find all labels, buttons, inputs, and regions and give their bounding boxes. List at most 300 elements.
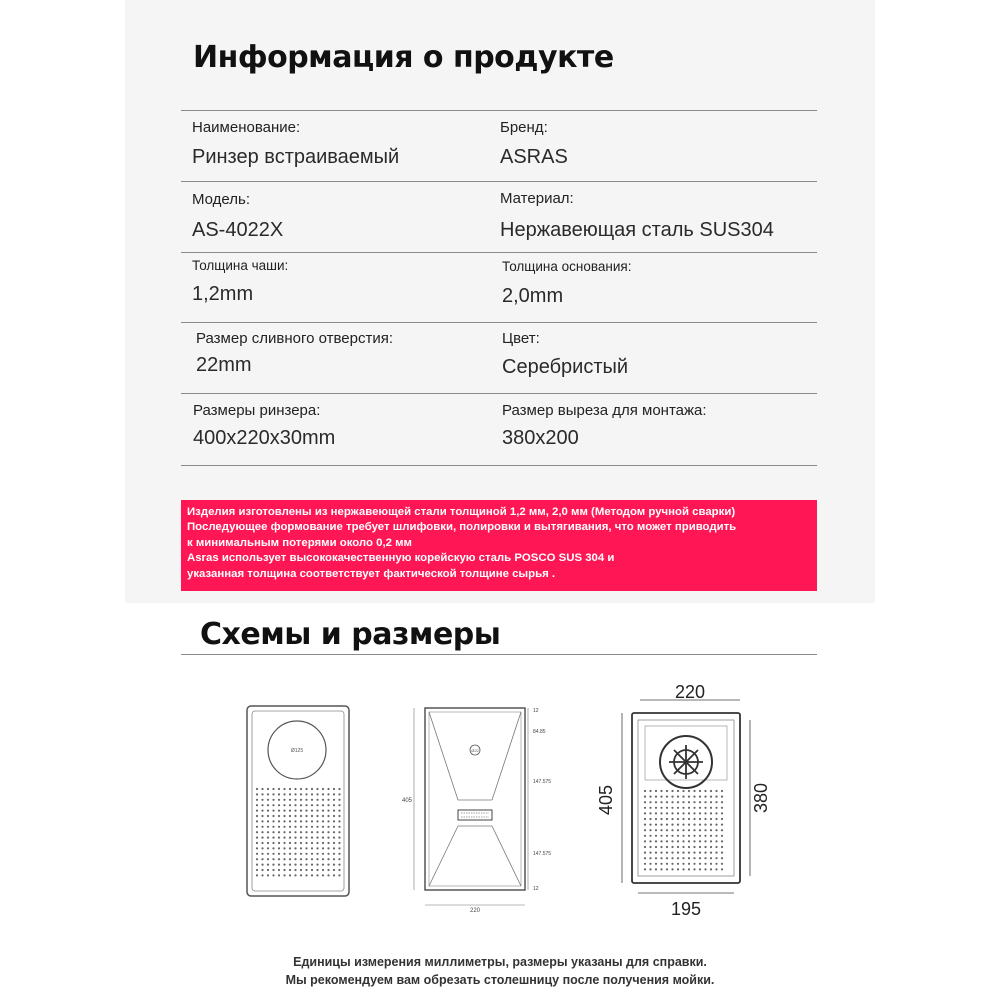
- drain-hole: [256, 793, 258, 795]
- drain-hole: [289, 820, 291, 822]
- drain-hole: [693, 824, 695, 826]
- drain-hole: [682, 840, 684, 842]
- drain-hole: [305, 804, 307, 806]
- drain-hole: [671, 868, 673, 870]
- drain-hole: [311, 793, 313, 795]
- drain-hole: [338, 788, 340, 790]
- slope-line: [492, 826, 521, 886]
- notice-line: Последующее формование требует шлифовки, полировки и вытягивания, что может приводить: [187, 521, 737, 534]
- drain-hole: [305, 853, 307, 855]
- drain-hole: [644, 852, 646, 854]
- drain-hole: [289, 810, 291, 812]
- drain-hole: [666, 857, 668, 859]
- drain-hole: [294, 864, 296, 866]
- drain-hole: [649, 852, 651, 854]
- drain-hole: [316, 842, 318, 844]
- bottom-dim-label: 195: [670, 899, 702, 919]
- drain-hole: [267, 815, 269, 817]
- drain-hole: [699, 812, 701, 814]
- drain-hole: [294, 788, 296, 790]
- drain-hole: [699, 801, 701, 803]
- drain-hole: [278, 831, 280, 833]
- drain-hole: [715, 790, 717, 792]
- drain-hole: [305, 793, 307, 795]
- left-dim-label: 405: [596, 784, 616, 816]
- drain-hole: [272, 826, 274, 828]
- drain-hole: [316, 820, 318, 822]
- drain-hole: [272, 853, 274, 855]
- top-dim-label: 220: [674, 682, 706, 702]
- drain-hole: [677, 818, 679, 820]
- drain-hole: [721, 863, 723, 865]
- drain-hole: [289, 842, 291, 844]
- drain-hole: [327, 793, 329, 795]
- drain-hole: [272, 815, 274, 817]
- drain-hole: [649, 840, 651, 842]
- drain-hole: [322, 826, 324, 828]
- drain-hole: [710, 840, 712, 842]
- drain-hole: [283, 837, 285, 839]
- drain-hole: [704, 824, 706, 826]
- drain-hole: [316, 788, 318, 790]
- rinser-cutout-diagram: [595, 678, 785, 923]
- drain-hole: [715, 857, 717, 859]
- drain-hole: [283, 815, 285, 817]
- drain-hole: [682, 796, 684, 798]
- drain-hole: [300, 842, 302, 844]
- drain-hole: [677, 812, 679, 814]
- rinser-outline: [247, 706, 349, 896]
- drain-hole: [682, 852, 684, 854]
- drain-hole: [693, 863, 695, 865]
- drain-hole: [316, 831, 318, 833]
- drain-hole: [322, 810, 324, 812]
- drain-hole: [294, 847, 296, 849]
- drain-hole: [267, 869, 269, 871]
- drain-hole: [300, 869, 302, 871]
- drain-hole: [305, 847, 307, 849]
- drain-hole: [267, 853, 269, 855]
- diagrams-title: Схемы и размеры: [200, 617, 501, 652]
- drain-hole: [327, 837, 329, 839]
- drain-hole: [333, 858, 335, 860]
- drain-hole: [327, 842, 329, 844]
- drain-hole: [660, 857, 662, 859]
- drain-hole: [710, 812, 712, 814]
- drain-hole: [261, 815, 263, 817]
- drain-hole: [278, 810, 280, 812]
- drain-hole: [677, 852, 679, 854]
- drain-hole: [649, 846, 651, 848]
- drain-hole: [715, 852, 717, 854]
- drain-hole: [649, 818, 651, 820]
- drain-hole: [660, 840, 662, 842]
- drain-hole: [311, 869, 313, 871]
- drain-hole: [710, 857, 712, 859]
- drain-hole: [283, 799, 285, 801]
- drain-hole: [338, 864, 340, 866]
- drain-hole: [283, 847, 285, 849]
- drain-hole: [710, 818, 712, 820]
- drain-hole: [261, 842, 263, 844]
- drain-hole: [671, 801, 673, 803]
- drain-hole: [660, 790, 662, 792]
- drain-hole: [682, 863, 684, 865]
- drain-hole: [721, 824, 723, 826]
- drain-hole: [272, 799, 274, 801]
- drain-hole: [671, 852, 673, 854]
- drain-hole: [660, 818, 662, 820]
- drain-hole: [660, 868, 662, 870]
- drain-hole: [649, 868, 651, 870]
- drain-hole: [278, 815, 280, 817]
- drain-hole: [682, 818, 684, 820]
- drain-hole: [721, 829, 723, 831]
- drain-hole: [671, 840, 673, 842]
- drain-hole: [666, 807, 668, 809]
- drain-hole: [289, 788, 291, 790]
- slope-line: [429, 826, 458, 886]
- drain-hole: [300, 864, 302, 866]
- spec-divider: [181, 465, 817, 466]
- drain-hole: [666, 796, 668, 798]
- drain-hole: [261, 793, 263, 795]
- drain-hole: [283, 842, 285, 844]
- drain-hole: [688, 846, 690, 848]
- drain-hole: [338, 826, 340, 828]
- drain-hole: [316, 804, 318, 806]
- drain-hole: [261, 804, 263, 806]
- drain-hole: [721, 857, 723, 859]
- drain-hole: [699, 863, 701, 865]
- drain-hole: [671, 824, 673, 826]
- drain-hole: [267, 842, 269, 844]
- drain-hole: [655, 801, 657, 803]
- drain-hole: [693, 840, 695, 842]
- spec-label-drain-size: Размер сливного отверстия:: [196, 330, 394, 347]
- drain-hole: [278, 847, 280, 849]
- drain-hole: [715, 863, 717, 865]
- drain-hole: [327, 831, 329, 833]
- drain-hole: [261, 799, 263, 801]
- drain-hole: [289, 815, 291, 817]
- drain-hole: [682, 835, 684, 837]
- drain-hole: [267, 788, 269, 790]
- drain-hole: [294, 853, 296, 855]
- notice-line: Изделия изготовлены из нержавеющей стали толщиной 1,2 мм, 2,0 мм (Методом ручной сварки): [187, 506, 736, 518]
- drain-hole: [267, 831, 269, 833]
- drain-hole: [300, 853, 302, 855]
- drain-hole: [278, 858, 280, 860]
- drain-hole: [715, 829, 717, 831]
- drain-hole: [256, 858, 258, 860]
- drain-hole: [300, 804, 302, 806]
- drain-grill: [458, 810, 492, 820]
- drain-hole: [316, 858, 318, 860]
- drain-hole: [649, 824, 651, 826]
- drain-hole: [278, 842, 280, 844]
- drain-hole: [283, 853, 285, 855]
- drain-hole: [688, 863, 690, 865]
- drain-hole: [644, 840, 646, 842]
- drain-hole: [322, 874, 324, 876]
- drain-hole: [294, 869, 296, 871]
- drain-hole: [311, 815, 313, 817]
- drain-hole: [327, 815, 329, 817]
- spec-label-brand: Бренд:: [500, 119, 548, 136]
- drain-hole: [294, 810, 296, 812]
- drain-hole: [655, 807, 657, 809]
- drain-hole: [644, 818, 646, 820]
- drain-hole: [666, 868, 668, 870]
- drain-hole: [300, 799, 302, 801]
- drain-hole: [316, 853, 318, 855]
- drain-hole: [682, 824, 684, 826]
- drain-hole: [721, 807, 723, 809]
- drain-hole: [644, 807, 646, 809]
- drain-hole: [649, 796, 651, 798]
- spec-value-name: Ринзер встраиваемый: [192, 146, 400, 168]
- drain-hole: [721, 835, 723, 837]
- drain-hole: [256, 874, 258, 876]
- drain-hole: [267, 874, 269, 876]
- drain-hole: [283, 858, 285, 860]
- drain-hole: [256, 842, 258, 844]
- drain-hole: [699, 818, 701, 820]
- segment-dim-label: 12: [533, 886, 539, 892]
- spec-divider: [181, 252, 817, 253]
- spec-value-model: AS-4022X: [192, 219, 284, 241]
- drain-hole: [660, 852, 662, 854]
- drain-hole: [688, 852, 690, 854]
- drain-hole: [704, 801, 706, 803]
- drain-hole: [283, 869, 285, 871]
- drain-hole: [693, 835, 695, 837]
- drain-hole: [267, 820, 269, 822]
- drain-hole: [338, 831, 340, 833]
- drain-hole: [294, 799, 296, 801]
- drain-hole: [316, 826, 318, 828]
- drain-hole: [289, 831, 291, 833]
- spec-label-base-thickness: Толщина основания:: [502, 259, 632, 274]
- drain-hole: [677, 796, 679, 798]
- cutout-outline: [632, 713, 740, 883]
- drain-hole: [677, 824, 679, 826]
- drain-hole: [256, 788, 258, 790]
- drain-hole: [338, 847, 340, 849]
- drain-hole: [666, 829, 668, 831]
- drain-hole: [677, 857, 679, 859]
- drain-hole: [699, 840, 701, 842]
- drain-hole: [693, 852, 695, 854]
- drain-hole: [671, 807, 673, 809]
- drain-hole: [305, 815, 307, 817]
- drain-hole: [283, 810, 285, 812]
- drain-hole: [327, 864, 329, 866]
- drain-hole: [294, 793, 296, 795]
- drain-holes-grid: [256, 788, 341, 877]
- drain-hole: [311, 842, 313, 844]
- drain-hole: [710, 863, 712, 865]
- drain-hole: [688, 807, 690, 809]
- drain-hole: [715, 868, 717, 870]
- drain-hole: [311, 799, 313, 801]
- drain-hole: [660, 796, 662, 798]
- spec-value-material: Нержавеющая сталь SUS304: [500, 219, 774, 241]
- drain-hole: [333, 815, 335, 817]
- drain-hole: [649, 829, 651, 831]
- drain-hole: [261, 853, 263, 855]
- drain-hole: [272, 858, 274, 860]
- drain-hole: [704, 812, 706, 814]
- drain-hole: [655, 812, 657, 814]
- drain-hole: [300, 826, 302, 828]
- drain-hole: [316, 874, 318, 876]
- drain-hole: [333, 847, 335, 849]
- notice-line: указанная толщина соответствует фактической толщине сырья .: [187, 567, 556, 580]
- drain-hole: [322, 853, 324, 855]
- drain-hole: [333, 788, 335, 790]
- spec-value-base-thickness: 2,0mm: [502, 285, 564, 307]
- drain-hole: [710, 868, 712, 870]
- drain-hole: [294, 820, 296, 822]
- drain-hole: [278, 853, 280, 855]
- drain-hole: [300, 858, 302, 860]
- drain-hole: [333, 853, 335, 855]
- drain-hole: [283, 826, 285, 828]
- drain-hole: [333, 820, 335, 822]
- drain-hole: [644, 812, 646, 814]
- drain-hole: [300, 810, 302, 812]
- drain-hole: [322, 869, 324, 871]
- rinser-top-view-diagram: [240, 700, 356, 900]
- drain-hole: [688, 835, 690, 837]
- drain-hole: [333, 869, 335, 871]
- drain-hole: [671, 829, 673, 831]
- drain-hole: [289, 864, 291, 866]
- drain-hole: [688, 796, 690, 798]
- drain-hole: [704, 796, 706, 798]
- drain-hole: [715, 807, 717, 809]
- drain-hole: [311, 853, 313, 855]
- drain-hole: [688, 812, 690, 814]
- drain-hole: [322, 837, 324, 839]
- drain-hole: [289, 847, 291, 849]
- drain-hole: [666, 818, 668, 820]
- drain-hole: [305, 799, 307, 801]
- drain-hole: [677, 807, 679, 809]
- rinser-inner-outline: [252, 711, 344, 891]
- drain-hole: [655, 796, 657, 798]
- drain-hole: [710, 852, 712, 854]
- spec-label-name: Наименование:: [192, 119, 301, 136]
- drain-hole: [272, 820, 274, 822]
- drain-hole: [338, 858, 340, 860]
- drain-hole: [704, 818, 706, 820]
- segment-dim-label: 147.575: [533, 851, 552, 857]
- spec-divider: [181, 393, 817, 394]
- drain-hole: [278, 793, 280, 795]
- drain-hole: [333, 874, 335, 876]
- drain-hole: [327, 874, 329, 876]
- notice-line: Asras использует высококачественную корейскую сталь POSCO SUS 304 и: [187, 552, 615, 565]
- drain-hole: [316, 869, 318, 871]
- drain-hole: [267, 810, 269, 812]
- drain-hole: [305, 869, 307, 871]
- drain-hole: [671, 857, 673, 859]
- notice-line: к минимальным потерями около 0,2 мм: [187, 536, 412, 549]
- drain-hole: [338, 810, 340, 812]
- drain-diameter-label: Ø22: [471, 748, 479, 753]
- drain-hole: [721, 812, 723, 814]
- drain-hole: [311, 804, 313, 806]
- drain-hole: [305, 820, 307, 822]
- drain-hole: [644, 835, 646, 837]
- drain-hole: [704, 863, 706, 865]
- drain-hole: [710, 796, 712, 798]
- drain-hole: [688, 857, 690, 859]
- drain-hole: [333, 793, 335, 795]
- drain-hole: [338, 869, 340, 871]
- drain-hole: [311, 874, 313, 876]
- drain-hole: [682, 790, 684, 792]
- segment-dim-label: 12: [533, 708, 539, 714]
- diagrams-divider: [181, 654, 817, 655]
- drain-hole: [704, 868, 706, 870]
- drain-hole: [322, 799, 324, 801]
- drain-hole: [715, 796, 717, 798]
- drain-hole: [289, 837, 291, 839]
- material-notice-banner: [181, 500, 817, 591]
- drain-hole: [677, 835, 679, 837]
- drain-hole: [322, 858, 324, 860]
- drain-hole: [294, 804, 296, 806]
- spec-divider: [181, 322, 817, 323]
- drain-hole: [704, 829, 706, 831]
- drain-hole: [660, 807, 662, 809]
- drain-hole: [311, 864, 313, 866]
- drain-hole: [704, 846, 706, 848]
- drain-hole: [261, 864, 263, 866]
- drain-hole: [333, 799, 335, 801]
- segment-dim-label: 84.85: [533, 729, 546, 735]
- drain-hole: [272, 793, 274, 795]
- drain-hole: [333, 842, 335, 844]
- drain-hole: [289, 874, 291, 876]
- section-inner-outline: [429, 712, 521, 886]
- spec-value-cutout-size: 380x200: [502, 427, 579, 449]
- drain-hole: [655, 835, 657, 837]
- drain-hole: [333, 826, 335, 828]
- drain-hole: [677, 801, 679, 803]
- drain-hole: [278, 799, 280, 801]
- drain-hole: [655, 824, 657, 826]
- spec-divider: [181, 181, 817, 182]
- drain-hole: [289, 804, 291, 806]
- drain-hole: [693, 801, 695, 803]
- spec-label-model: Модель:: [192, 191, 251, 208]
- drain-hole: [311, 826, 313, 828]
- drain-hole: [278, 874, 280, 876]
- drain-hole: [333, 810, 335, 812]
- drain-hole: [272, 869, 274, 871]
- drain-hole: [300, 847, 302, 849]
- drain-hole: [338, 820, 340, 822]
- drain-hole: [671, 812, 673, 814]
- drain-hole: [649, 801, 651, 803]
- drain-hole: [666, 852, 668, 854]
- drain-hole: [256, 869, 258, 871]
